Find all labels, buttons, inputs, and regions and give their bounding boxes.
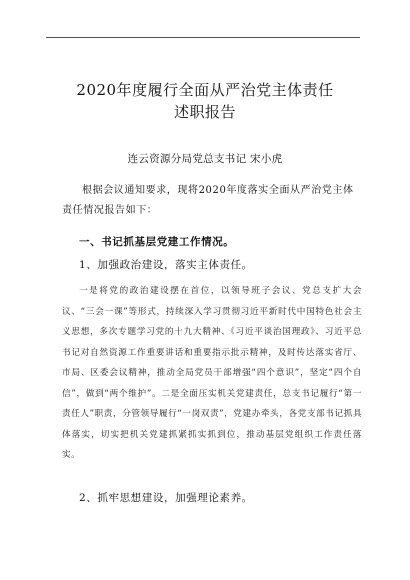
document-title-line2: 述职报告 xyxy=(173,103,236,121)
intro-paragraph: 根据会议通知要求，现将2020年度落实全面从严治党主体责任情况报告如下： xyxy=(62,185,354,216)
item1-body: 一是将党的政治建设摆在首位，以领导班子会议、党总支扩大会议、“三会一课”等形式，持续深入学习贯彻习近平新时代中国特色社会主义思想，多次专题学习党的十九大精神、《习近平谈治国理政》、习近平总书记对自然资源工作重要讲话和重要指示批示精神，及时传达落实省厅、市局、区委会议精神，推动全局党员干部增强“四个意识”，坚定“四个自信”，做到“两个维护”。二是全面压实机关党建责任，总支书记履行“第一责任人”职责，分管领导履行“一岗双责”，党建办牵头，各党支部书记抓具体落实，切实把机关党建抓紧抓实抓到位，推动基层党组织工作责任落实。 xyxy=(62,286,362,460)
item2-heading: 2、抓牢思想建设，加强理论素养。 xyxy=(79,492,253,504)
header-rule xyxy=(46,37,360,38)
document-title-line1: 2020年度履行全面从严治党主体责任 xyxy=(76,81,334,99)
author-line: 连云资源分局党总支书记 宋小虎 xyxy=(127,153,283,165)
section1-heading: 一、书记抓基层党建工作情况。 xyxy=(79,236,235,248)
item1-heading: 1、加强政治建设，落实主体责任。 xyxy=(79,259,253,271)
